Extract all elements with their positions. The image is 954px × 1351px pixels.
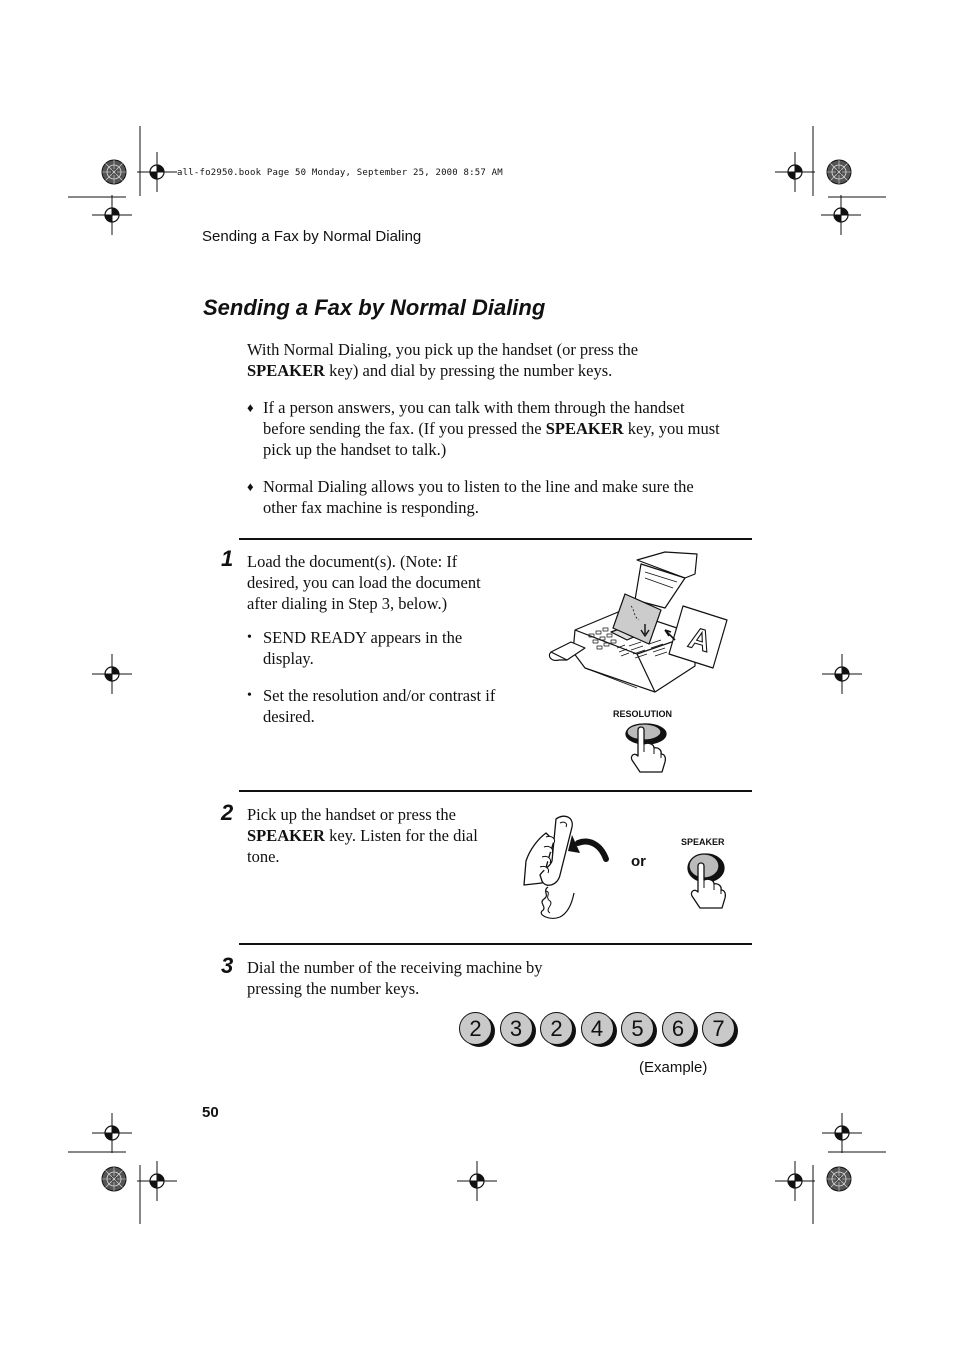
- number-keys-example: [459, 1012, 743, 1046]
- example-label: (Example): [639, 1059, 708, 1076]
- resolution-key-press-icon: [624, 722, 668, 774]
- step-divider: [239, 943, 752, 945]
- speaker-key-name: SPEAKER: [247, 361, 325, 380]
- step-number: 1: [221, 546, 234, 571]
- page-number: 50: [202, 1104, 219, 1121]
- speaker-key-press-icon: [684, 848, 728, 910]
- intro-paragraph: With Normal Dialing, you pick up the handset (or press the SPEAKER key) and dial by pressing the number keys.: [247, 340, 639, 380]
- number-key-icon: 5: [621, 1012, 655, 1046]
- speaker-key-label: SPEAKER: [681, 837, 725, 847]
- step-1-bullet: • SEND READY appears in the display.: [247, 628, 463, 668]
- section-title: Sending a Fax by Normal Dialing: [203, 295, 546, 320]
- book-file-line: all-fo2950.book Page 50 Monday, September 25, 2000 8:57 AM: [177, 168, 503, 178]
- intro-bullet-2: ♦ Normal Dialing allows you to listen to the line and make sure the other fax machine is responding.: [247, 477, 694, 517]
- step-3-text: Dial the number of the receiving machine by pressing the number keys.: [247, 958, 543, 998]
- number-key-icon: 2: [459, 1012, 493, 1046]
- fax-machine-illustration: [545, 548, 730, 694]
- step-2-text: Pick up the handset or press the SPEAKER key. Listen for the dial tone.: [247, 805, 478, 866]
- or-label: or: [631, 853, 646, 870]
- step-1-text: Load the document(s). (Note: If desired, you can load the document after dialing in Step 3, below.): [247, 552, 481, 613]
- handset-illustration: [520, 813, 610, 923]
- step-number: 3: [221, 953, 234, 978]
- document-letter: A: [684, 621, 715, 660]
- number-key-icon: 6: [662, 1012, 696, 1046]
- number-key-icon: 3: [500, 1012, 534, 1046]
- step-divider: [239, 790, 752, 792]
- running-header: Sending a Fax by Normal Dialing: [202, 228, 422, 245]
- intro-bullet-1: ♦ If a person answers, you can talk with them through the handset before sending the fax. (If you pressed the SPEAKER key, you must pick up the handset to talk.): [247, 398, 720, 459]
- step-divider: [239, 538, 752, 540]
- diamond-bullet-icon: ♦: [247, 479, 254, 494]
- resolution-key-label: RESOLUTION: [613, 709, 673, 719]
- number-key-icon: 2: [540, 1012, 574, 1046]
- number-key-icon: 7: [702, 1012, 736, 1046]
- step-1-bullet: • Set the resolution and/or contrast if desired.: [247, 686, 496, 726]
- diamond-bullet-icon: ♦: [247, 400, 254, 415]
- number-key-icon: 4: [581, 1012, 615, 1046]
- step-number: 2: [221, 800, 234, 825]
